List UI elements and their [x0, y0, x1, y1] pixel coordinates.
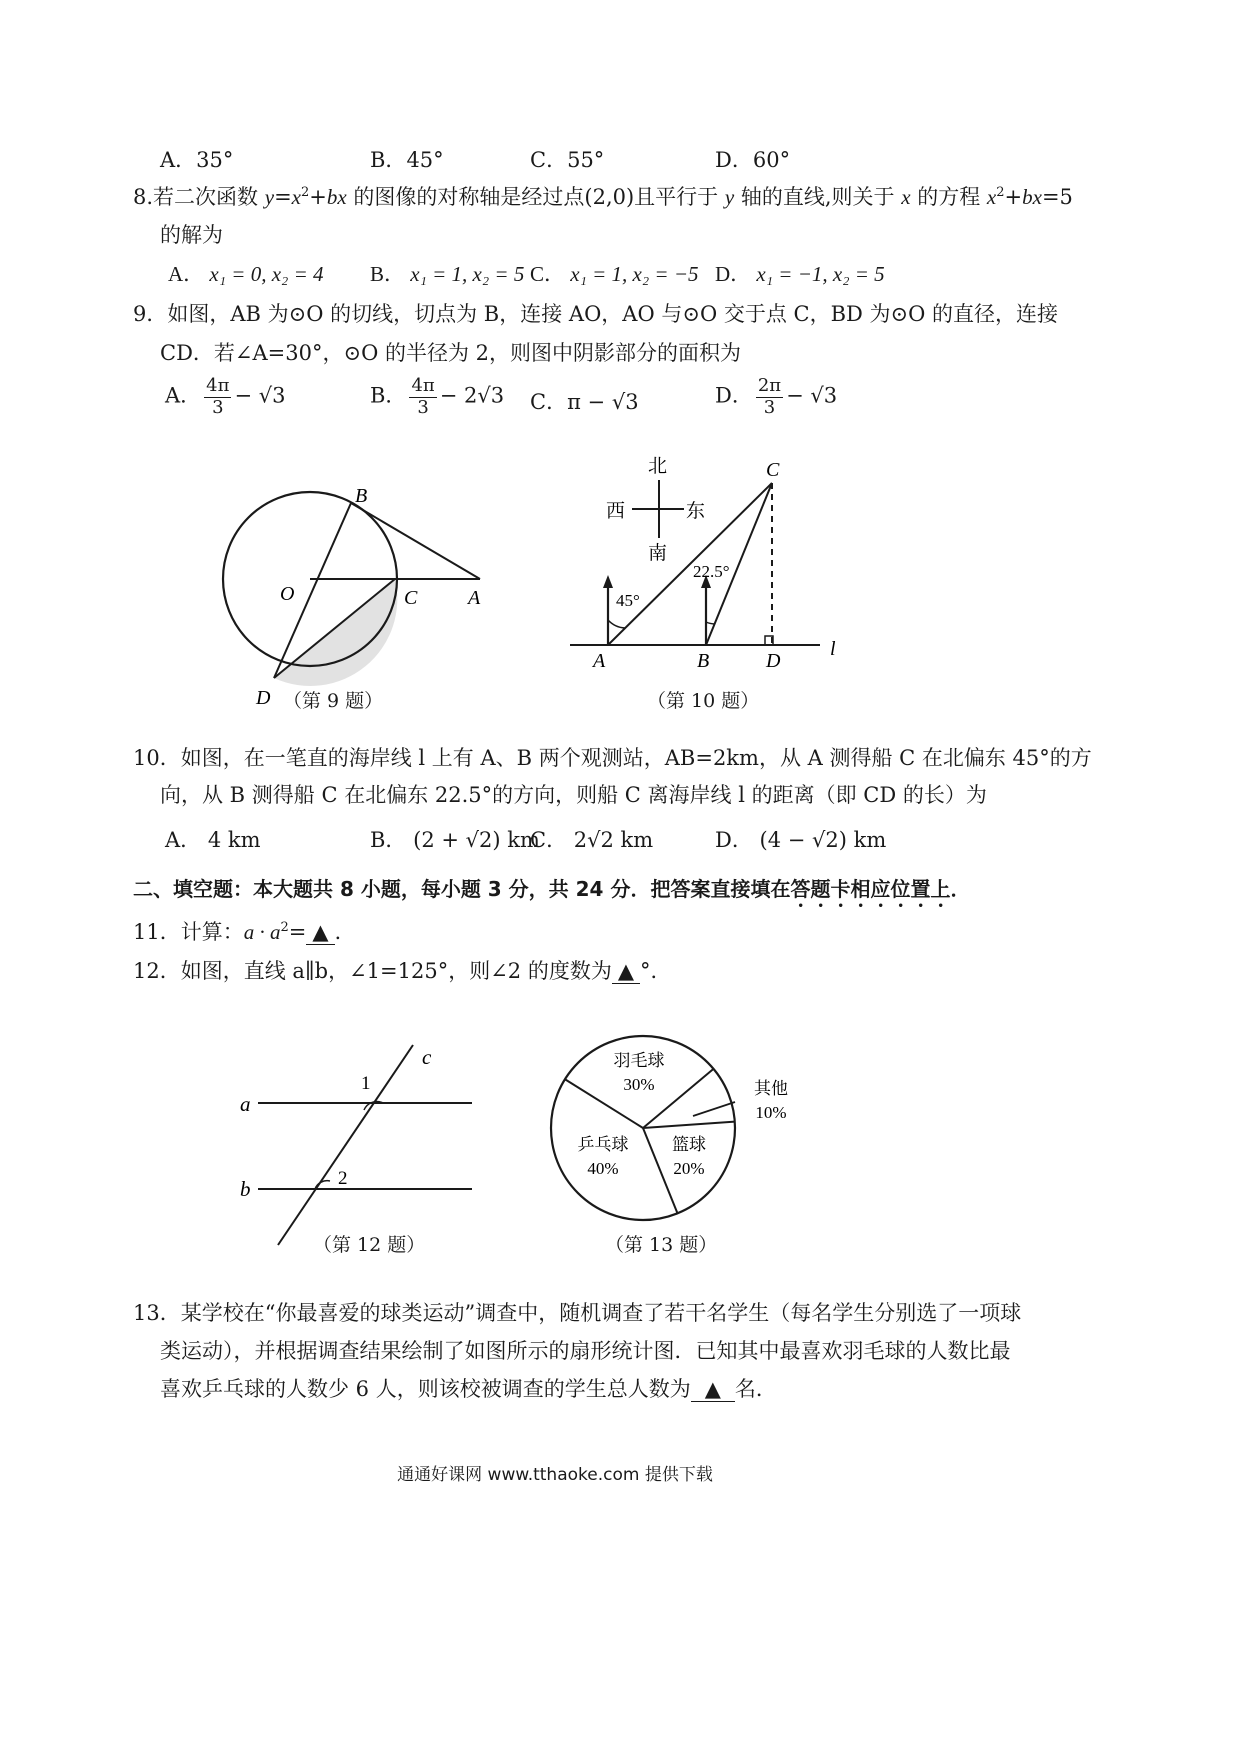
- q7-option-c: C．55°: [530, 148, 605, 172]
- pie-slice-label-2: 篮球: [672, 1135, 706, 1154]
- pie-slice-percent-1: 10%: [755, 1103, 787, 1122]
- label-a: A: [593, 650, 606, 672]
- q7-option-b: B．45°: [370, 148, 444, 172]
- q13-stem-line1: 13．某学校在“你最喜爱的球类运动”调查中，随机调查了若干名学生（每名学生分别选了一项球: [133, 1301, 1022, 1325]
- section-2-heading: 二、填空题：本大题共 8 小题，每小题 3 分，共 24 分．把答案直接填在答题卡相应位置上．: [133, 877, 971, 901]
- arrowhead-a: [603, 575, 613, 588]
- q9-option-b: B． $\frac{4\pi}{3}$ − 2√3: [370, 375, 505, 418]
- figure-13-pie-chart: [545, 1030, 835, 1230]
- q9-option-c: C．π − √3: [530, 390, 639, 414]
- q11-stem: 11．计算：$a \cdot a^2=$ ▲ .: [133, 920, 342, 944]
- label-a: a: [240, 1092, 251, 1116]
- angle-label-45: 45°: [616, 591, 640, 610]
- label-1: 1: [361, 1073, 371, 1094]
- footer-source: 通通好课网 www.tthaoke.com 提供下载: [397, 1465, 713, 1485]
- pie-slice-boundary-2: [643, 1122, 735, 1128]
- label-o: O: [280, 583, 295, 605]
- q10-option-c: C． 2√2 km: [530, 828, 654, 852]
- label-c: C: [766, 459, 780, 481]
- q8-option-c: C． x₁ = 1, x₂ = −5: [530, 262, 699, 286]
- pie-slice-percent-3: 40%: [587, 1159, 619, 1178]
- label-c: C: [404, 587, 418, 609]
- q8-option-d: D． x₁ = −1, x₂ = 5: [715, 262, 885, 286]
- fraction: $\frac{2\pi}{3}$: [757, 375, 782, 418]
- q7-option-d: D．60°: [715, 148, 791, 172]
- answer-blank: ▲: [612, 959, 640, 984]
- compass-west: 西: [606, 501, 626, 522]
- label-b: b: [240, 1177, 251, 1201]
- q10-option-a: A． 4 km: [165, 828, 261, 852]
- caption-fig-10: （第 10 题）: [647, 690, 760, 712]
- compass-north: 北: [648, 456, 668, 477]
- pie-leader-line: [693, 1102, 735, 1116]
- fraction: $\frac{4\pi}{3}$: [206, 375, 230, 418]
- q13-stem-line3: 喜欢乒乓球的人数少 6 人，则该校被调查的学生总人数为 ▲ 名．: [160, 1377, 777, 1401]
- q12-stem: 12．如图，直线 a∥b，∠1=125°，则∠2 的度数为 ▲ °．: [133, 959, 672, 983]
- label-c: c: [422, 1045, 432, 1069]
- pie-slice-label-3: 乒乓球: [577, 1135, 629, 1154]
- q9-option-d: D． $\frac{2\pi}{3}$ − √3: [715, 375, 838, 418]
- label-d: D: [766, 650, 781, 672]
- answer-blank: ▲: [306, 920, 334, 945]
- angle-arc-a: [608, 620, 625, 628]
- compass-south: 南: [648, 543, 668, 564]
- q10-stem-line1: 10．如图，在一笔直的海岸线 l 上有 A、B 两个观测站，AB=2km，从 A 测得船 C 在北偏东 45°的方: [133, 746, 1092, 770]
- angle-arc-b: [706, 622, 715, 624]
- caption-fig-12: （第 12 题）: [313, 1234, 426, 1256]
- q9-stem-line1: 9．如图，AB 为⊙O 的切线，切点为 B，连接 AO，AO 与⊙O 交于点 C，BD 为⊙O 的直径，连接: [133, 302, 1059, 326]
- q10-stem-line2: 向，从 B 测得船 C 在北偏东 22.5°的方向，则船 C 离海岸线 l 的距离（即 CD 的长）为: [160, 783, 987, 807]
- label-b: B: [355, 485, 368, 507]
- compass-east: 东: [686, 501, 706, 522]
- line-c: [278, 1045, 413, 1245]
- q9-stem-line2: CD．若∠A=30°，⊙O 的半径为 2，则图中阴影部分的面积为: [160, 341, 742, 365]
- angle-label-22-5: 22.5°: [693, 562, 730, 581]
- q7-option-a: A．35°: [160, 148, 234, 172]
- pie-slice-percent-0: 30%: [623, 1075, 655, 1094]
- label-2: 2: [338, 1168, 348, 1189]
- q8-option-b: B． x₁ = 1, x₂ = 5: [370, 262, 525, 286]
- pie-slice-label-1: 其他: [754, 1079, 788, 1098]
- pie-chart: [551, 1036, 788, 1220]
- q8-stem-line1: 8.若二次函数 $y=x^2+bx$ 的图像的对称轴是经过点(2,0)且平行于 y 轴的直线,则关于 x 的方程 $x^2+bx=5$: [133, 185, 1073, 209]
- tangent-ab: [351, 503, 480, 579]
- figure-12-parallel-lines: [230, 1040, 490, 1250]
- caption-fig-13: （第 13 题）: [605, 1234, 718, 1256]
- q8-stem-line2: 的解为: [160, 223, 223, 247]
- label-d: D: [256, 687, 271, 709]
- q8-option-a: A． x₁ = 0, x₂ = 4: [168, 262, 324, 286]
- label-l: l: [830, 638, 836, 660]
- label-a: A: [468, 587, 481, 609]
- fraction: $\frac{4\pi}{3}$: [411, 375, 435, 418]
- answer-blank: ▲: [691, 1377, 735, 1402]
- q10-option-b: B． (2 + √2) km: [370, 828, 540, 852]
- q13-stem-line2: 类运动），并根据调查结果绘制了如图所示的扇形统计图．已知其中最喜欢羽毛球的人数比最: [160, 1339, 1011, 1363]
- figure-10-ship-bearing: [560, 450, 880, 685]
- pie-slice-percent-2: 20%: [673, 1159, 705, 1178]
- label-b: B: [697, 650, 710, 672]
- pie-slice-label-0: 羽毛球: [613, 1051, 665, 1070]
- caption-fig-9: （第 9 题）: [283, 690, 384, 712]
- q10-option-d: D． (4 − √2) km: [715, 828, 887, 852]
- q9-option-a: A． $\frac{4\pi}{3}$ − √3: [165, 375, 286, 418]
